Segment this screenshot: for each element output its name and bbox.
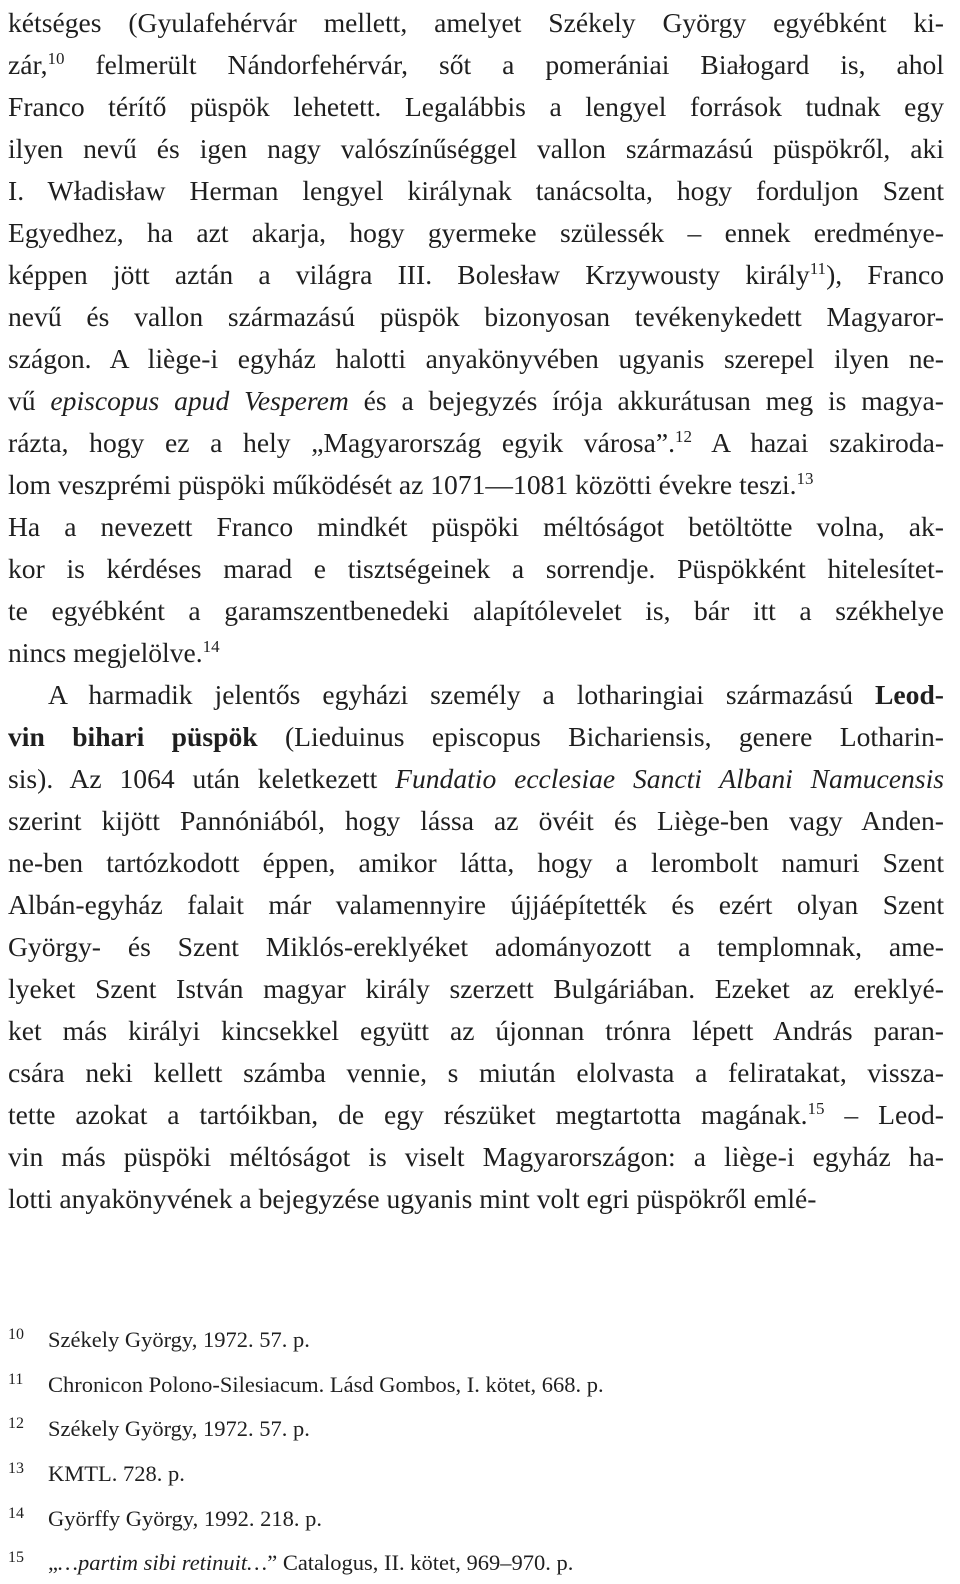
text-run: lom veszprémi püspöki működését az 1071—1081 közötti évekre teszi. <box>8 469 797 500</box>
text-run: (Lieduinus episcopus Bichariensis, genere Lotharin- <box>257 721 944 752</box>
footnote-ref: 13 <box>796 469 814 488</box>
text-line <box>8 632 944 674</box>
text-run: Albán-egyház falait már valamennyire újjáépítették és ezért olyan Szent <box>8 889 944 920</box>
text-line <box>8 884 944 926</box>
text-run: kor is kérdéses marad e tisztségeinek a sorrendje. Püspökként hitelesítet- <box>8 553 944 584</box>
text-run: „ <box>48 1550 58 1575</box>
text-line <box>8 1094 944 1136</box>
footnote-text <box>48 1414 310 1444</box>
text-run: – Leod- <box>824 1099 944 1130</box>
text-run: lyeket Szent István magyar király szerzett Bulgáriában. Ezeket az ereklyé- <box>8 973 944 1004</box>
footnote-ref: 10 <box>47 49 65 68</box>
footnote-text <box>48 1459 185 1489</box>
footnote-ref: 11 <box>809 259 827 278</box>
text-run: lotti anyakönyvének a bejegyzése ugyanis mint volt egri püspökről emlé- <box>8 1183 817 1214</box>
text-run: felmerült Nándorfehérvár, sőt a pomerániai Białogard is, ahol <box>64 49 944 80</box>
text-line <box>8 1178 944 1220</box>
text-run: és a bejegyzés írója akkurátusan meg is magya- <box>348 385 944 416</box>
text-line <box>8 590 944 632</box>
text-run: képpen jött aztán a világra III. Bolesław Krzywousty király <box>8 259 810 290</box>
italic-text: …partim sibi retinuit… <box>58 1550 268 1575</box>
text-line <box>8 800 944 842</box>
text-run: Franco térítő püspök lehetett. Legalábbis a lengyel források tudnak egy <box>8 91 944 122</box>
text-line <box>8 254 944 296</box>
text-line <box>8 548 944 590</box>
text-run: KMTL. 728. p. <box>48 1461 185 1486</box>
bold-text: vin bihari püspök <box>8 721 258 752</box>
italic-text: episcopus apud Vesperem <box>50 385 349 416</box>
footnote-number: 15 <box>8 1549 24 1566</box>
italic-text: Fundatio ecclesiae Sancti Albani Namucensis <box>395 763 944 794</box>
text-run: nevű és vallon származású püspök bizonyosan tevékenykedett Magyaror- <box>8 301 944 332</box>
text-line <box>8 1136 944 1178</box>
text-run: Székely György, 1972. 57. p. <box>48 1416 310 1441</box>
footnote-text <box>48 1370 604 1400</box>
text-line <box>8 380 944 422</box>
text-run: A hazai szakiroda- <box>692 427 945 458</box>
text-run: Egyedhez, ha azt akarja, hogy gyermeke szülessék – ennek eredménye- <box>8 217 944 248</box>
text-run: Székely György, 1972. 57. p. <box>48 1327 310 1352</box>
text-line <box>48 674 944 716</box>
text-run: Chronicon Polono-Silesiacum. Lásd Gombos, I. kötet, 668. p. <box>48 1372 604 1397</box>
text-line <box>8 296 944 338</box>
footnote-number: 11 <box>8 1371 24 1388</box>
footnote-ref: 15 <box>807 1099 825 1118</box>
bold-text: Leod- <box>875 679 944 710</box>
text-line <box>8 86 944 128</box>
text-line <box>8 44 944 86</box>
text-line <box>8 422 944 464</box>
text-run: Ha a nevezett Franco mindkét püspöki méltóságot betöltötte volna, ak- <box>8 511 944 542</box>
text-line <box>8 464 944 506</box>
text-line <box>8 926 944 968</box>
text-run: ne-ben tartózkodott éppen, amikor látta, hogy a lerombolt namuri Szent <box>8 847 944 878</box>
text-line <box>8 338 944 380</box>
text-run: szerint kijött Pannóniából, hogy lássa az övéit és Liège-ben vagy Anden- <box>8 805 944 836</box>
footnote-number: 13 <box>8 1460 24 1477</box>
text-run: csára neki kellett számba vennie, s miután elolvasta a feliratakat, vissza- <box>8 1057 944 1088</box>
text-line <box>8 506 944 548</box>
footnote-ref: 14 <box>202 637 220 656</box>
text-line <box>8 128 944 170</box>
footnote-text <box>48 1325 310 1355</box>
text-line <box>8 716 944 758</box>
text-line <box>8 842 944 884</box>
text-run: tette azokat a tartóikban, de egy részüket megtartotta magának. <box>8 1099 808 1130</box>
text-line <box>8 2 944 44</box>
text-run: kétséges (Gyulafehérvár mellett, amelyet Székely György egyébként ki- <box>8 7 944 38</box>
text-run: vin más püspöki méltóságot is viselt Magyarországon: a liège-i egyház ha- <box>8 1141 944 1172</box>
text-run: ” Catalogus, II. kötet, 969–970. p. <box>267 1550 574 1575</box>
text-run: Györffy György, 1992. 218. p. <box>48 1506 322 1531</box>
text-run: I. Władisław Herman lengyel királynak tanácsolta, hogy forduljon Szent <box>8 175 944 206</box>
text-run: szágon. A liège-i egyház halotti anyakönyvében ugyanis szerepel ilyen ne- <box>8 343 944 374</box>
text-run: sis). Az 1064 után keletkezett <box>8 763 396 794</box>
text-line <box>8 1010 944 1052</box>
text-line <box>8 170 944 212</box>
text-line <box>8 968 944 1010</box>
text-run: nincs megjelölve. <box>8 637 203 668</box>
text-run: zár, <box>8 49 48 80</box>
text-run: vű <box>8 385 51 416</box>
text-run: ), Franco <box>826 259 944 290</box>
footnote-number: 10 <box>8 1326 24 1343</box>
footnote-number: 14 <box>8 1505 24 1522</box>
text-line <box>8 758 944 800</box>
text-line <box>8 1052 944 1094</box>
footnote-text <box>48 1504 322 1534</box>
text-run: A harmadik jelentős egyházi személy a lotharingiai származású <box>48 679 876 710</box>
text-run: rázta, hogy ez a hely „Magyarország egyik városa”. <box>8 427 676 458</box>
text-run: te egyébként a garamszentbenedeki alapítólevelet is, bár itt a székhelye <box>8 595 944 626</box>
text-run: ket más királyi kincsekkel együtt az újonnan trónra lépett András paran- <box>8 1015 944 1046</box>
footnote-text <box>48 1548 573 1578</box>
text-line <box>8 212 944 254</box>
footnote-ref: 12 <box>675 427 693 446</box>
text-run: ilyen nevű és igen nagy valószínűséggel vallon származású püspökről, aki <box>8 133 944 164</box>
footnote-number: 12 <box>8 1415 24 1432</box>
text-run: György- és Szent Miklós-ereklyéket adományozott a templomnak, ame- <box>8 931 944 962</box>
